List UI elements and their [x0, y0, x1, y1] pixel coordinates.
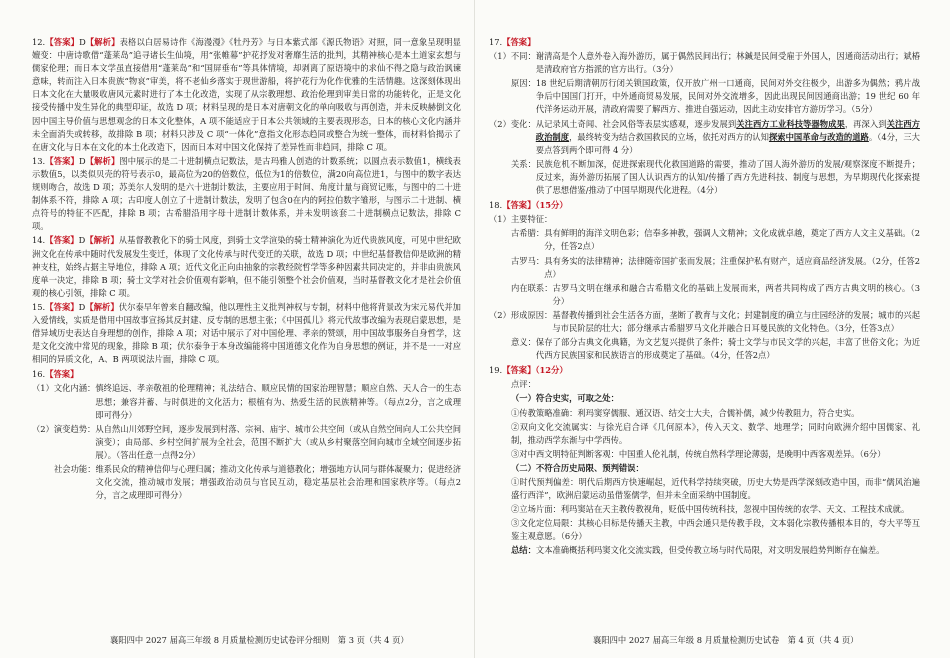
answer-tag: 【答案】 [45, 369, 79, 380]
analysis-text: 伏尔泰早年曾来自翻改编，他以理性主义批判神权与专制，材料中他将背景改为宋元易代并加入爱情线，实质是借用中国故事宣扬其反封建、反专制的思想主张；《中国孤儿》将元代故事改编为表现启蒙思想，是借异域历史表达自身理想的创作，排除 A 项；对话中展示了对中国伦理、孝亲的赞颂，用中国故事服务自身哲学，这是文化交流中常见的现象，排除 B 项；伏尔泰争于本身改编能将中国道德文化作为自身思想的例证，并不是一一对应相同的异质文化，A、B 两项说法片面，排除 C 项。 [32, 301, 461, 365]
answer-tag: 【答案】（12分） [502, 365, 568, 376]
part-label: （2）演变趋势： [32, 423, 96, 434]
part-text: 慎终追远、孝亲敬祖的伦理精神；礼法结合、顺应民情的国家治理智慧；顺应自然、天人合一的生态思想；兼容并蓄、与时俱进的文化活力；根植有为、热爱生活的民族精神等。（每点2分，言之成理即可得分） [95, 383, 461, 420]
text-run: ，再深入到 [844, 118, 887, 129]
question-15 [32, 301, 461, 366]
part-label: （1）主要特征： [489, 214, 553, 225]
q18-greece [489, 227, 920, 253]
part-label: 古罗马： [511, 255, 545, 266]
part-label: 原因： [511, 78, 536, 89]
page-footer: 襄阳四中 2027 届高三年级 8 月质量检测历史试卷 第 4 页（共 4 页） [593, 635, 859, 645]
q17-part1-reason [489, 77, 920, 116]
answer-tag: 【答案】 [45, 301, 79, 312]
part-label: 总结： [511, 545, 536, 556]
answer-tag: 【答案】 [45, 235, 79, 246]
question-number: 17. [489, 37, 503, 47]
part-text: 具有务实的法律精神；法律随帝国扩张而发展；注重保护私有财产，适应商品经济发展。（2分，任答2点） [544, 255, 920, 279]
analysis-tag: 【解析】 [85, 155, 120, 166]
right-page [475, 0, 950, 658]
q18-part2 [489, 309, 920, 335]
q19-comment-label: 点评： [511, 379, 536, 390]
question-number: 12. [32, 37, 46, 47]
question-17-heading [489, 36, 920, 49]
question-18-heading [489, 199, 920, 212]
analysis-text: 从基督教教化下的骑士风度，到骑士文学渲染的骑士精神演化为近代贵族风度，可见中世纪欧洲文化在传承中随时代发展发生变迁，体现了文化传承与时代变迁的关联，故选 D 项；中世纪基督教信仰是欧洲的精神支柱，始终占据主导地位，排除 A 项；近代文化正向由抽象的宗教经院哲学等多种因素共同决定的，并非由贵族风度单一决定，排除 B 项；骑士文学对社会价值观有影响，但不能引领整个社会价值观，当时基督教文化才是社会价值观的核心引领，排除 C 项。 [32, 235, 461, 298]
part-text: 18 世纪后期清朝厉行闭关锁国政策，仅开放广州一口通商，民间对外交往极少，出游多为偶然；鸦片战争后中国国门打开，中外通商贸易发展，民间对外交流增多，因此出现民间因通商出游；19 世纪 60 年代洋务运动开展，清政府需要了解西方、推进自强运动，因此主动安排官方游历学习。（5分） [535, 78, 920, 115]
analysis-tag: 【解析】 [85, 37, 120, 47]
text-run: 。（4分，三大要点答到两个即可得 4 分） [535, 131, 920, 155]
question-number: 14. [32, 235, 46, 246]
analysis-tag: 【解析】 [85, 235, 119, 246]
underlined-key-point: 关注西方工业科技等器物成果 [736, 118, 845, 129]
part-text: 具有鲜明的海洋文明色彩；信奉多神教，强调人文精神；文化成就卓越，奠定了西方人文主义基础。（2分，任答2点） [544, 228, 920, 252]
q19-section-2: （二）不符合历史局限、预判错误： [511, 462, 644, 473]
q17-part1 [489, 50, 920, 76]
question-number: 19. [489, 365, 503, 376]
q16-part2 [32, 423, 461, 462]
part-text: 文本准确概括利玛窦文化交流实践，但受传教立场与时代局限，对文明发展趋势判断存在偏差。 [535, 545, 885, 556]
question-number: 18. [489, 200, 503, 211]
q17-part2 [489, 118, 920, 157]
analysis-tag: 【解析】 [85, 301, 119, 312]
answer-letter: D [78, 155, 86, 166]
q19-point-1a: ①传教策略准确：利玛窦穿儒服、通汉语、结交士大夫，合儒补儒，减少传教阻力，符合史实。 [511, 407, 860, 418]
answer-tag: 【答案】 [45, 155, 79, 166]
part-label: 关系： [511, 158, 536, 169]
q19-section-1: （一）符合史实，可取之处： [511, 393, 619, 404]
question-number: 13. [32, 155, 46, 166]
part-text: 基督教传播到社会生活各方面，垄断了教育与文化；封建制度的确立与庄园经济的发展；城市的兴起与市民阶层的壮大；部分继承古希腊罗马文化并融合日耳曼民族的文化特色。（3分，任答3点） [552, 309, 920, 333]
underlined-key-point: 探索中国革命与改造的道路 [768, 131, 869, 142]
answer-tag: 【答案】 [45, 37, 80, 47]
part-label: （2）形成原因： [489, 309, 553, 320]
q19-point-2a: ①时代预判偏差：明代后期西方快速崛起，近代科学持续突破，历史大势是西学深刻改造中国，而非“儒风治遍盛行西洋”，欧洲启蒙运动虽借鉴儒学，但并未全面采纳中国制度。 [511, 477, 920, 501]
q17-part2-relation [489, 158, 920, 197]
page-footer: 襄阳四中 2027 届高三年级 8 月质量检测历史试卷评分细则 第 3 页（共 4 页） [110, 635, 409, 645]
answer-letter: D [78, 235, 86, 246]
q19-point-1c: ③对中西文明特征判断客观：中国重人伦礼制，传统自然科学理论薄弱，是晚明中西客观差异。（6分） [511, 448, 886, 459]
part-label: 社会功能： [54, 464, 96, 474]
question-number: 15. [32, 301, 46, 312]
question-14 [32, 234, 461, 299]
text-run: ，最终转变为结合救国救民的立场，依托对西方的认知 [569, 131, 769, 142]
question-12 [32, 36, 461, 154]
q18-link [489, 282, 920, 308]
q19-point-1b: ②双向文化交流属实：与徐光启合译《几何原本》，传入天文、数学、地理学；同时向欧洲介绍中国儒家、礼制，推动西学东渐与中学西传。 [511, 421, 920, 445]
part-text: 古罗马文明在继承和融合古希腊文化的基础上发展而来，两者共同构成了西方古典文明的核心。（3分） [552, 282, 920, 306]
q18-rome [489, 255, 920, 281]
analysis-text: 图中展示的是二十进制横点记数法，是古玛雅人创造的计数系统；以圆点表示数值1，横线表示数值5，以类似贝壳的符号表示0，最高位为20的倍数位，低位为1的倍数位，满20向高位进1，与图中的数字表达规则吻合，故选 D 项；苏美尔人发明的是六十进制计数法，主要应用于时间、角度计量与商贸记账，与图中的二十进制体系不符，排除 A 项；古印度人创立了十进制计数法，发明了包含0在内的阿拉伯数字雏形，与图示二十进制、横点符号的特征不匹配，排除 B 项；古希腊沿用字母十进制计数体系，并未发明该套二十进制横点记数法，排除 C 项。 [32, 155, 461, 232]
q16-part3 [32, 463, 461, 502]
part-text: 保存了部分古典文化典籍，为文艺复兴提供了条件；骑士文学与市民文学的兴起，丰富了世俗文化；为近代西方民族国家和民族语言的形成奠定了基础。（4分，任答2点） [535, 337, 920, 361]
question-13 [32, 155, 461, 234]
part-label: （2）变化： [489, 118, 536, 129]
question-number: 16. [32, 369, 46, 380]
answer-tag: 【答案】（15分） [502, 200, 568, 211]
part-label: （1）文化内涵： [32, 383, 96, 394]
part-label: （1）不同： [489, 51, 536, 62]
answer-tag: 【答案】 [502, 37, 536, 47]
q19-summary [489, 544, 920, 557]
part-text: 从自然山川郊野空间，逐步发展到村落、宗祠、庙宇、城市公共空间（或从自然空间向人工公共空间演变）；由局部、乡村空间扩展为全社会，范围不断扩大（或从乡村聚落空间向城市全域空间逐步拓展）。（答出任意一点得2分） [95, 423, 461, 460]
q19-point-2c: ③文化定位局限：其核心目标是传播天主教，中西会通只是传教手段，文本弱化宗教传播根本目的，夸大平等互鉴主观意愿。（6分） [511, 518, 920, 542]
q16-part1 [32, 382, 461, 421]
underlined-key-point: 关注西方政治制度 [535, 118, 920, 142]
question-19-heading [489, 364, 920, 377]
part-text [536, 118, 920, 157]
part-label: 古希腊： [511, 228, 545, 239]
q19-point-2b: ②立场片面：利玛窦站在天主教传教视角，贬低中国传统科技，忽视中国传统的农学、天文、工程技术成就。 [511, 504, 910, 515]
question-16-heading [32, 368, 461, 381]
part-label: 意义： [511, 337, 536, 348]
analysis-text: 表格以白居易诗作《海漫漫》《牡丹芳》与日本紫式部《源氏物语》对照，同一意象呈现明显嬗变：中唐诗歌借“蓬莱岛”追寻诸长生仙境，用“张帷幕”护花抒发对奢靡生活的批判，其精神核心是本土道家玄想与儒家伦理；而日本文学虽直接借用“蓬莱岛”和“国屏垂布”等具体情境，却剥离了原语境中的求仙不得之隐与政治讽谏意味，转而注入日本贵族“物哀”审美，将不老仙乡落实于现世游船，将护花行为化作优雅的生活情趣。这深刻体现出日本文化在大量吸收唐风元素时进行了本土化改造，实现了从宗教理想、政治伦理到审美日常的功能转化，正是文化接受传播中发生异化的典型印证，故选 D 项；材料呈现的是日本对唐朝文化的单向吸收与再创造，并未反映赫倒文化因中国主导价值与思想观念的日本文化整体，A 项不能适应于日本公共领域的主要表现形态，日本的核心文化内涵并未全面消失或转移，故排除 B 项；材料只涉及 C 项“一体化”意指文化形态趋同或整合为统一整体，而材料恰揭示了在唐文化与日本在文化的本土化改造下，因而日本对中国文化保持了差异性而非趋同，排除 C 项。 [32, 37, 461, 152]
part-text: 维系民众的精神信仰与心理归属；推动文化传承与道德教化；增强地方认同与群体凝聚力；促进经济文化交流，推动城市发展；增强政治动员与官民互动，稳定基层社会治理和国家秩序等。（每点2分，言之成理即可得分） [95, 464, 461, 501]
text-run: 从记录风土奇闻、社会风俗等表层实感观，逐步发展到 [535, 118, 737, 129]
part-text: 谢清高是个人意外卷入海外游历，属于偶然民间出行；林鍼是民间受雇于外国人，因通商活动出行；斌椿是清政府官方指派的官方出行。（3分） [535, 51, 920, 75]
q18-significance [489, 336, 920, 362]
answer-letter: D [79, 37, 86, 47]
part-text: 民族危机不断加深，促进探索现代化救国道路的需要，推动了国人海外游历的发展/观察深度不断提升；反过来，海外游历拓展了国人认识西方的认知/传播了西方先进科技、制度与思想，为早期现代化探索提供了思想借鉴/推动了中国早期现代化进程。（4分） [535, 158, 920, 196]
part-label: 内在联系： [511, 282, 553, 293]
answer-letter: D [78, 301, 86, 312]
q18-part1-label [489, 213, 920, 226]
